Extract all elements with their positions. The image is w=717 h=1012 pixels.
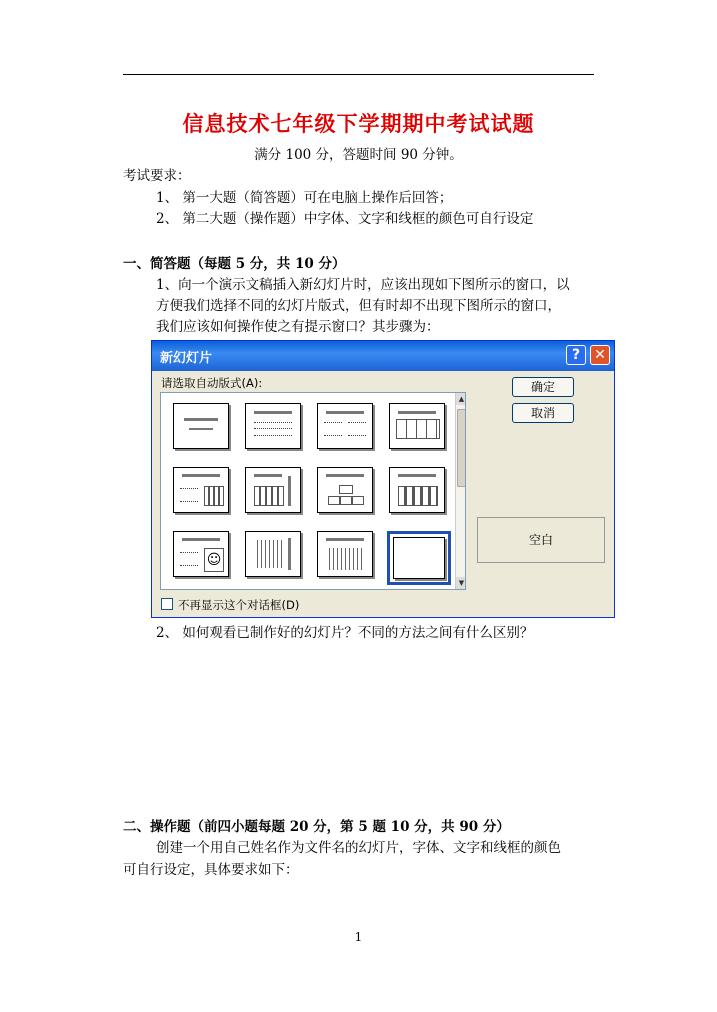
layout-chart[interactable] bbox=[389, 467, 445, 513]
subtitle: 满分 100 分，答题时间 90 分钟。 bbox=[254, 147, 463, 163]
layout-organization-chart[interactable] bbox=[317, 467, 373, 513]
section2-intro-2: 可自行设定，具体要求如下： bbox=[123, 862, 299, 878]
q1-line-2: 方便我们选择不同的幻灯片版式，但有时却不出现下图所示的窗口， bbox=[156, 298, 561, 314]
layout-text-and-chart[interactable] bbox=[173, 467, 229, 513]
layout-bulleted-list[interactable] bbox=[245, 403, 301, 449]
layout-preview: 空白 bbox=[477, 517, 605, 563]
q2: 2、 如何观看已制作好的幻灯片？不同的方法之间有什么区别？ bbox=[156, 625, 534, 641]
layout-listbox[interactable] bbox=[160, 392, 466, 590]
section1-heading: 一、简答题（每题 5 分，共 10 分） bbox=[123, 256, 346, 272]
requirements-heading: 考试要求： bbox=[123, 168, 191, 184]
close-icon[interactable]: ✕ bbox=[590, 345, 610, 365]
section2-intro-1: 创建一个用自己姓名作为文件名的幻灯片，字体、文字和线框的颜色 bbox=[156, 840, 561, 856]
layout-two-column-text[interactable] bbox=[317, 403, 373, 449]
help-icon[interactable]: ? bbox=[566, 345, 586, 365]
scroll-up-icon[interactable]: ▲ bbox=[456, 393, 466, 405]
layout-blank-selected[interactable] bbox=[393, 537, 445, 579]
dialog-title: 新幻灯片 bbox=[160, 351, 213, 366]
layout-vertical-text[interactable] bbox=[245, 531, 301, 577]
scroll-thumb[interactable] bbox=[457, 409, 466, 487]
new-slide-dialog bbox=[151, 340, 615, 618]
page-number: 1 bbox=[354, 930, 363, 944]
requirement-1: 1、 第一大题（简答题）可在电脑上操作后回答； bbox=[156, 190, 453, 206]
layout-prompt: 请选取自动版式(A): bbox=[161, 376, 263, 390]
q1-line-1: 1、向一个演示文稿插入新幻灯片时，应该出现如下图所示的窗口，以 bbox=[156, 277, 570, 293]
page-title: 信息技术七年级下学期期中考试试题 bbox=[182, 111, 535, 136]
header-rule bbox=[123, 74, 594, 75]
checkbox-label: 不再显示这个对话框(D) bbox=[178, 598, 300, 612]
ok-button[interactable]: 确定 bbox=[512, 377, 574, 397]
layout-chart-and-text[interactable] bbox=[245, 467, 301, 513]
scroll-down-icon[interactable]: ▼ bbox=[456, 577, 466, 589]
dont-show-checkbox[interactable] bbox=[161, 597, 299, 613]
layout-text-and-clip-art[interactable]: ☺ bbox=[173, 531, 229, 577]
cancel-button[interactable]: 取消 bbox=[512, 403, 574, 423]
q1-line-3: 我们应该如何操作使之有提示窗口？其步骤为： bbox=[156, 319, 440, 335]
layout-scrollbar[interactable] bbox=[455, 393, 466, 589]
layout-vertical-title-and-text[interactable] bbox=[317, 531, 373, 577]
section2-heading: 二、操作题（前四小题每题 20 分，第 5 题 10 分，共 90 分） bbox=[123, 819, 510, 835]
layout-title-slide[interactable] bbox=[173, 403, 229, 449]
requirement-2: 2、 第二大题（操作题）中字体、文字和线框的颜色可自行设定 bbox=[156, 211, 534, 227]
dialog-title-bar bbox=[152, 341, 614, 371]
layout-table[interactable] bbox=[389, 403, 445, 449]
checkbox-icon[interactable] bbox=[161, 598, 173, 610]
